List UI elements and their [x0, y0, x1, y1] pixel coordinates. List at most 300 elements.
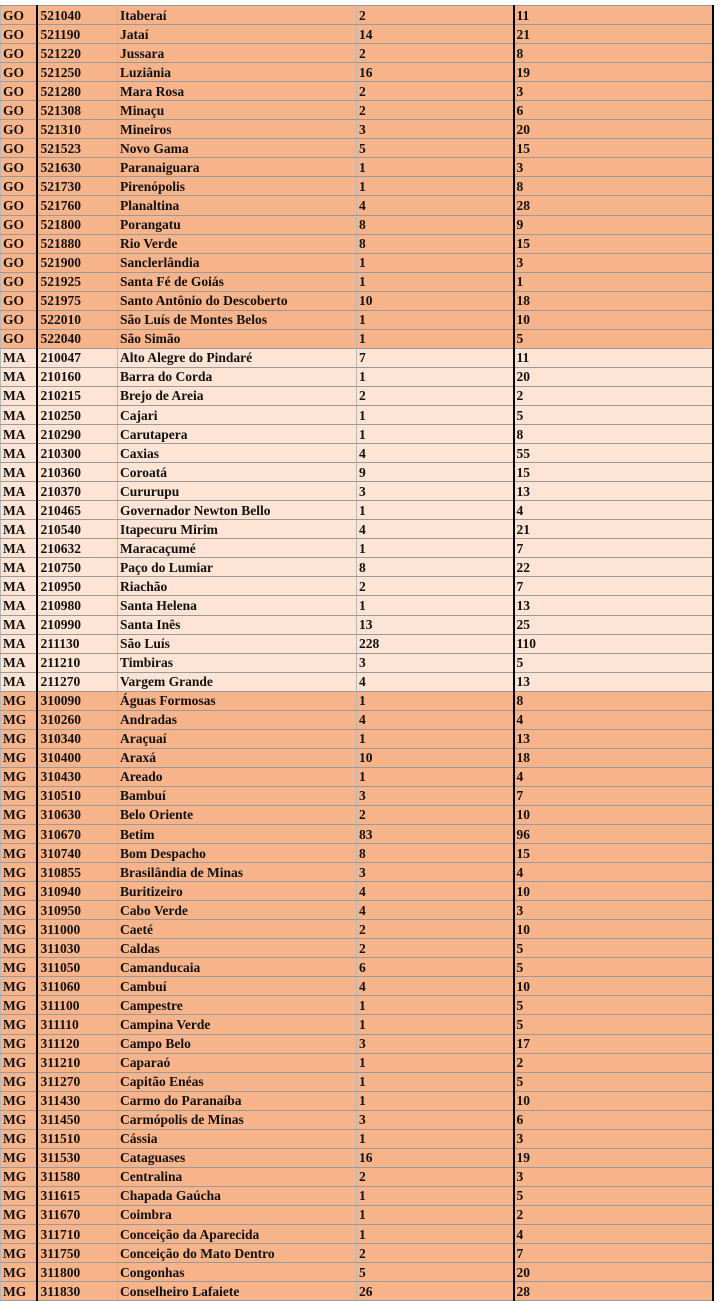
table-row [1, 234, 713, 253]
table-row [1, 63, 713, 82]
value-a-cell: 1 [357, 729, 514, 748]
municipality-code-cell: 311800 [37, 1263, 118, 1282]
municipality-name-cell: Pirenópolis [118, 177, 357, 196]
state-cell: GO [1, 310, 37, 329]
table-row [1, 882, 713, 901]
value-b-cell: 3 [514, 1129, 713, 1148]
value-b-cell: 21 [514, 520, 713, 539]
table-row [1, 1205, 713, 1224]
municipality-name-cell: Cássia [118, 1129, 357, 1148]
value-b-cell: 4 [514, 501, 713, 520]
municipality-code-cell: 210540 [37, 520, 118, 539]
table-row [1, 1148, 713, 1167]
value-b-cell: 3 [514, 901, 713, 920]
municipality-name-cell: São Luís [118, 634, 357, 653]
municipality-code-cell: 211270 [37, 672, 118, 691]
table-row [1, 672, 713, 691]
value-b-cell: 20 [514, 120, 713, 139]
table-row [1, 1053, 713, 1072]
value-b-cell: 20 [514, 1263, 713, 1282]
municipality-name-cell: Santa Inês [118, 615, 357, 634]
value-a-cell: 10 [357, 291, 514, 310]
municipality-code-cell: 311510 [37, 1129, 118, 1148]
municipality-code-cell: 210290 [37, 425, 118, 444]
table-row [1, 1110, 713, 1129]
value-a-cell: 8 [357, 844, 514, 863]
state-cell: MG [1, 901, 37, 920]
value-a-cell: 1 [357, 1072, 514, 1091]
municipality-name-cell: Campo Belo [118, 1034, 357, 1053]
municipality-name-cell: Sanclerlândia [118, 253, 357, 272]
table-row [1, 482, 713, 501]
table-row [1, 1282, 713, 1301]
value-b-cell: 2 [514, 1205, 713, 1224]
state-cell: MA [1, 558, 37, 577]
table-row [1, 901, 713, 920]
municipality-code-cell: 310090 [37, 691, 118, 710]
value-a-cell: 4 [357, 672, 514, 691]
municipality-code-cell: 210990 [37, 615, 118, 634]
value-a-cell: 1 [357, 425, 514, 444]
value-b-cell: 15 [514, 139, 713, 158]
value-a-cell: 13 [357, 615, 514, 634]
municipality-code-cell: 521730 [37, 177, 118, 196]
value-b-cell: 8 [514, 425, 713, 444]
state-cell: MG [1, 729, 37, 748]
state-cell: MG [1, 1091, 37, 1110]
municipality-code-cell: 210047 [37, 348, 118, 367]
table-row [1, 501, 713, 520]
value-b-cell: 8 [514, 691, 713, 710]
municipality-name-cell: Santa Fé de Goiás [118, 272, 357, 291]
value-b-cell: 10 [514, 977, 713, 996]
value-a-cell: 4 [357, 520, 514, 539]
municipality-code-cell: 311270 [37, 1072, 118, 1091]
municipality-code-cell: 311450 [37, 1110, 118, 1129]
value-a-cell: 1 [357, 158, 514, 177]
municipality-name-cell: Caldas [118, 939, 357, 958]
municipality-name-cell: Centralina [118, 1167, 357, 1186]
municipality-name-cell: Caeté [118, 920, 357, 939]
value-a-cell: 1 [357, 996, 514, 1015]
municipality-name-cell: Alto Alegre do Pindaré [118, 348, 357, 367]
state-cell: MG [1, 786, 37, 805]
municipality-name-cell: Campina Verde [118, 1015, 357, 1034]
municipality-name-cell: Capitão Enéas [118, 1072, 357, 1091]
municipality-code-cell: 521040 [37, 6, 118, 25]
value-a-cell: 1 [357, 767, 514, 786]
value-b-cell: 6 [514, 1110, 713, 1129]
state-cell: GO [1, 291, 37, 310]
value-a-cell: 1 [357, 329, 514, 348]
state-cell: MA [1, 386, 37, 405]
value-b-cell: 5 [514, 939, 713, 958]
municipality-name-cell: Paço do Lumiar [118, 558, 357, 577]
municipality-name-cell: Governador Newton Bello [118, 501, 357, 520]
table-row [1, 44, 713, 63]
table-row [1, 558, 713, 577]
municipality-code-cell: 310670 [37, 825, 118, 844]
table-row [1, 6, 713, 25]
municipality-name-cell: Cajari [118, 405, 357, 424]
value-b-cell: 20 [514, 367, 713, 386]
table-row [1, 177, 713, 196]
municipality-name-cell: Coroatá [118, 463, 357, 482]
table-row [1, 291, 713, 310]
table-row [1, 653, 713, 672]
municipality-code-cell: 522010 [37, 310, 118, 329]
table-row [1, 329, 713, 348]
value-a-cell: 1 [357, 1091, 514, 1110]
municipality-name-cell: Cataguases [118, 1148, 357, 1167]
table-row [1, 1072, 713, 1091]
municipality-name-cell: Mineiros [118, 120, 357, 139]
value-a-cell: 1 [357, 253, 514, 272]
municipality-name-cell: Maracaçumé [118, 539, 357, 558]
municipality-name-cell: Araxá [118, 748, 357, 767]
value-b-cell: 4 [514, 767, 713, 786]
value-a-cell: 1 [357, 1129, 514, 1148]
value-a-cell: 2 [357, 386, 514, 405]
table-row [1, 977, 713, 996]
value-b-cell: 110 [514, 634, 713, 653]
table-row [1, 1091, 713, 1110]
table-row [1, 253, 713, 272]
municipality-name-cell: Andradas [118, 710, 357, 729]
municipality-code-cell: 521310 [37, 120, 118, 139]
table-row [1, 272, 713, 291]
municipality-code-cell: 521880 [37, 234, 118, 253]
table-row [1, 863, 713, 882]
municipality-code-cell: 310630 [37, 805, 118, 824]
municipality-code-cell: 311710 [37, 1225, 118, 1244]
value-b-cell: 15 [514, 844, 713, 863]
municipality-name-cell: Carmo do Paranaíba [118, 1091, 357, 1110]
table-row [1, 1034, 713, 1053]
state-cell: MG [1, 1129, 37, 1148]
state-cell: MG [1, 1244, 37, 1263]
municipality-code-cell: 310950 [37, 901, 118, 920]
municipality-code-cell: 310430 [37, 767, 118, 786]
value-b-cell: 8 [514, 44, 713, 63]
value-a-cell: 14 [357, 25, 514, 44]
value-b-cell: 4 [514, 863, 713, 882]
municipality-name-cell: Brejo de Areia [118, 386, 357, 405]
value-a-cell: 2 [357, 82, 514, 101]
value-a-cell: 1 [357, 539, 514, 558]
value-a-cell: 2 [357, 939, 514, 958]
municipality-name-cell: Timbiras [118, 653, 357, 672]
value-b-cell: 4 [514, 710, 713, 729]
value-b-cell: 13 [514, 596, 713, 615]
municipality-code-cell: 521925 [37, 272, 118, 291]
state-cell: GO [1, 101, 37, 120]
value-b-cell: 11 [514, 348, 713, 367]
municipality-name-cell: Santo Antônio do Descoberto [118, 291, 357, 310]
value-b-cell: 5 [514, 1015, 713, 1034]
state-cell: MA [1, 653, 37, 672]
municipality-code-cell: 521220 [37, 44, 118, 63]
value-a-cell: 2 [357, 920, 514, 939]
value-a-cell: 3 [357, 120, 514, 139]
state-cell: MG [1, 767, 37, 786]
value-b-cell: 7 [514, 539, 713, 558]
value-a-cell: 8 [357, 215, 514, 234]
value-a-cell: 16 [357, 1148, 514, 1167]
state-cell: MG [1, 920, 37, 939]
municipality-code-cell: 311615 [37, 1186, 118, 1205]
value-a-cell: 1 [357, 1015, 514, 1034]
table-row [1, 1244, 713, 1263]
municipality-name-cell: Campestre [118, 996, 357, 1015]
state-cell: GO [1, 63, 37, 82]
municipality-code-cell: 310400 [37, 748, 118, 767]
municipality-name-cell: Águas Formosas [118, 691, 357, 710]
municipality-name-cell: Betim [118, 825, 357, 844]
table-row [1, 844, 713, 863]
table-row [1, 215, 713, 234]
municipality-name-cell: Bom Despacho [118, 844, 357, 863]
table-row [1, 25, 713, 44]
municipality-code-cell: 311030 [37, 939, 118, 958]
municipality-name-cell: Barra do Corda [118, 367, 357, 386]
municipality-name-cell: Congonhas [118, 1263, 357, 1282]
state-cell: MG [1, 805, 37, 824]
municipality-code-cell: 521250 [37, 63, 118, 82]
value-a-cell: 2 [357, 1167, 514, 1186]
municipality-name-cell: Porangatu [118, 215, 357, 234]
value-a-cell: 1 [357, 367, 514, 386]
value-a-cell: 3 [357, 786, 514, 805]
state-cell: GO [1, 44, 37, 63]
municipality-name-cell: Brasilândia de Minas [118, 863, 357, 882]
municipality-name-cell: Jussara [118, 44, 357, 63]
state-cell: GO [1, 158, 37, 177]
value-b-cell: 5 [514, 405, 713, 424]
table-row [1, 805, 713, 824]
state-cell: MA [1, 615, 37, 634]
municipality-code-cell: 311100 [37, 996, 118, 1015]
state-cell: MG [1, 1167, 37, 1186]
state-cell: GO [1, 253, 37, 272]
municipality-code-cell: 521760 [37, 196, 118, 215]
state-cell: MG [1, 863, 37, 882]
state-cell: GO [1, 215, 37, 234]
municipality-name-cell: Mara Rosa [118, 82, 357, 101]
municipality-name-cell: Araçuaí [118, 729, 357, 748]
table-row [1, 539, 713, 558]
municipality-name-cell: Itapecuru Mirim [118, 520, 357, 539]
state-cell: GO [1, 329, 37, 348]
value-a-cell: 3 [357, 653, 514, 672]
table-row [1, 1015, 713, 1034]
table-row [1, 748, 713, 767]
table-row [1, 310, 713, 329]
value-b-cell: 55 [514, 444, 713, 463]
state-cell: MA [1, 672, 37, 691]
value-a-cell: 2 [357, 1244, 514, 1263]
value-a-cell: 1 [357, 596, 514, 615]
municipality-code-cell: 211130 [37, 634, 118, 653]
table-row [1, 196, 713, 215]
municipality-code-cell: 210160 [37, 367, 118, 386]
value-a-cell: 1 [357, 405, 514, 424]
value-a-cell: 1 [357, 272, 514, 291]
municipality-code-cell: 311530 [37, 1148, 118, 1167]
table-row [1, 939, 713, 958]
state-cell: MA [1, 405, 37, 424]
value-b-cell: 10 [514, 805, 713, 824]
municipality-name-cell: São Simão [118, 329, 357, 348]
table-row [1, 596, 713, 615]
municipality-name-cell: Carmópolis de Minas [118, 1110, 357, 1129]
table-row [1, 825, 713, 844]
state-cell: GO [1, 82, 37, 101]
municipality-name-cell: Conselheiro Lafaiete [118, 1282, 357, 1301]
value-b-cell: 3 [514, 1167, 713, 1186]
value-b-cell: 7 [514, 1244, 713, 1263]
state-cell: MG [1, 958, 37, 977]
state-cell: MG [1, 882, 37, 901]
value-b-cell: 3 [514, 82, 713, 101]
municipality-name-cell: Caxias [118, 444, 357, 463]
value-b-cell: 11 [514, 6, 713, 25]
value-a-cell: 4 [357, 882, 514, 901]
municipality-name-cell: Minaçu [118, 101, 357, 120]
municipality-code-cell: 210250 [37, 405, 118, 424]
municipality-name-cell: Riachão [118, 577, 357, 596]
value-a-cell: 1 [357, 177, 514, 196]
value-b-cell: 19 [514, 63, 713, 82]
table-row [1, 634, 713, 653]
spreadsheet-table [0, 5, 714, 1301]
municipality-name-cell: Caparaó [118, 1053, 357, 1072]
municipality-name-cell: Conceição da Aparecida [118, 1225, 357, 1244]
value-a-cell: 2 [357, 577, 514, 596]
value-b-cell: 7 [514, 577, 713, 596]
municipality-name-cell: Belo Oriente [118, 805, 357, 824]
value-a-cell: 1 [357, 691, 514, 710]
municipality-code-cell: 311110 [37, 1015, 118, 1034]
value-b-cell: 96 [514, 825, 713, 844]
municipality-code-cell: 311830 [37, 1282, 118, 1301]
state-cell: MG [1, 1148, 37, 1167]
municipality-code-cell: 311580 [37, 1167, 118, 1186]
municipality-code-cell: 210360 [37, 463, 118, 482]
value-b-cell: 5 [514, 329, 713, 348]
value-a-cell: 5 [357, 139, 514, 158]
state-cell: MG [1, 977, 37, 996]
value-b-cell: 18 [514, 291, 713, 310]
value-b-cell: 28 [514, 1282, 713, 1301]
municipality-code-cell: 521800 [37, 215, 118, 234]
municipality-name-cell: Bambuí [118, 786, 357, 805]
state-cell: MA [1, 367, 37, 386]
state-cell: MG [1, 1225, 37, 1244]
municipality-code-cell: 521190 [37, 25, 118, 44]
state-cell: MG [1, 1186, 37, 1205]
municipality-code-cell: 310260 [37, 710, 118, 729]
value-b-cell: 8 [514, 177, 713, 196]
table-row [1, 786, 713, 805]
state-cell: GO [1, 6, 37, 25]
municipality-code-cell: 210465 [37, 501, 118, 520]
state-cell: MA [1, 348, 37, 367]
value-b-cell: 25 [514, 615, 713, 634]
state-cell: MG [1, 748, 37, 767]
table-row [1, 1263, 713, 1282]
municipality-code-cell: 311430 [37, 1091, 118, 1110]
municipality-code-cell: 310940 [37, 882, 118, 901]
table-row [1, 577, 713, 596]
municipality-name-cell: Conceição do Mato Dentro [118, 1244, 357, 1263]
municipality-code-cell: 522040 [37, 329, 118, 348]
municipality-code-cell: 310510 [37, 786, 118, 805]
state-cell: MG [1, 710, 37, 729]
value-b-cell: 15 [514, 463, 713, 482]
value-a-cell: 4 [357, 977, 514, 996]
state-cell: MA [1, 425, 37, 444]
value-a-cell: 1 [357, 1205, 514, 1224]
municipality-name-cell: Areado [118, 767, 357, 786]
table-row [1, 82, 713, 101]
municipality-name-cell: Paranaiguara [118, 158, 357, 177]
state-cell: MA [1, 482, 37, 501]
municipality-code-cell: 210370 [37, 482, 118, 501]
table-row [1, 158, 713, 177]
municipality-code-cell: 311060 [37, 977, 118, 996]
table-row [1, 367, 713, 386]
value-b-cell: 7 [514, 786, 713, 805]
municipality-name-cell: São Luís de Montes Belos [118, 310, 357, 329]
municipality-name-cell: Cururupu [118, 482, 357, 501]
value-b-cell: 18 [514, 748, 713, 767]
value-b-cell: 2 [514, 1053, 713, 1072]
value-b-cell: 6 [514, 101, 713, 120]
municipality-name-cell: Chapada Gaúcha [118, 1186, 357, 1205]
value-b-cell: 3 [514, 253, 713, 272]
municipality-name-cell: Buritizeiro [118, 882, 357, 901]
municipality-code-cell: 211210 [37, 653, 118, 672]
value-b-cell: 17 [514, 1034, 713, 1053]
value-a-cell: 3 [357, 1110, 514, 1129]
value-b-cell: 5 [514, 958, 713, 977]
value-a-cell: 16 [357, 63, 514, 82]
municipality-name-cell: Vargem Grande [118, 672, 357, 691]
table-row [1, 958, 713, 977]
state-cell: GO [1, 139, 37, 158]
value-a-cell: 1 [357, 1225, 514, 1244]
value-b-cell: 5 [514, 1072, 713, 1091]
value-a-cell: 1 [357, 1186, 514, 1205]
value-b-cell: 15 [514, 234, 713, 253]
value-a-cell: 1 [357, 501, 514, 520]
value-b-cell: 19 [514, 1148, 713, 1167]
table-row [1, 920, 713, 939]
municipality-name-cell: Coimbra [118, 1205, 357, 1224]
value-b-cell: 22 [514, 558, 713, 577]
municipality-name-cell: Cambuí [118, 977, 357, 996]
municipality-name-cell: Cabo Verde [118, 901, 357, 920]
value-b-cell: 21 [514, 25, 713, 44]
table-row [1, 139, 713, 158]
value-b-cell: 1 [514, 272, 713, 291]
value-b-cell: 3 [514, 158, 713, 177]
municipality-code-cell: 311750 [37, 1244, 118, 1263]
state-cell: GO [1, 25, 37, 44]
municipality-name-cell: Jataí [118, 25, 357, 44]
municipality-code-cell: 210215 [37, 386, 118, 405]
